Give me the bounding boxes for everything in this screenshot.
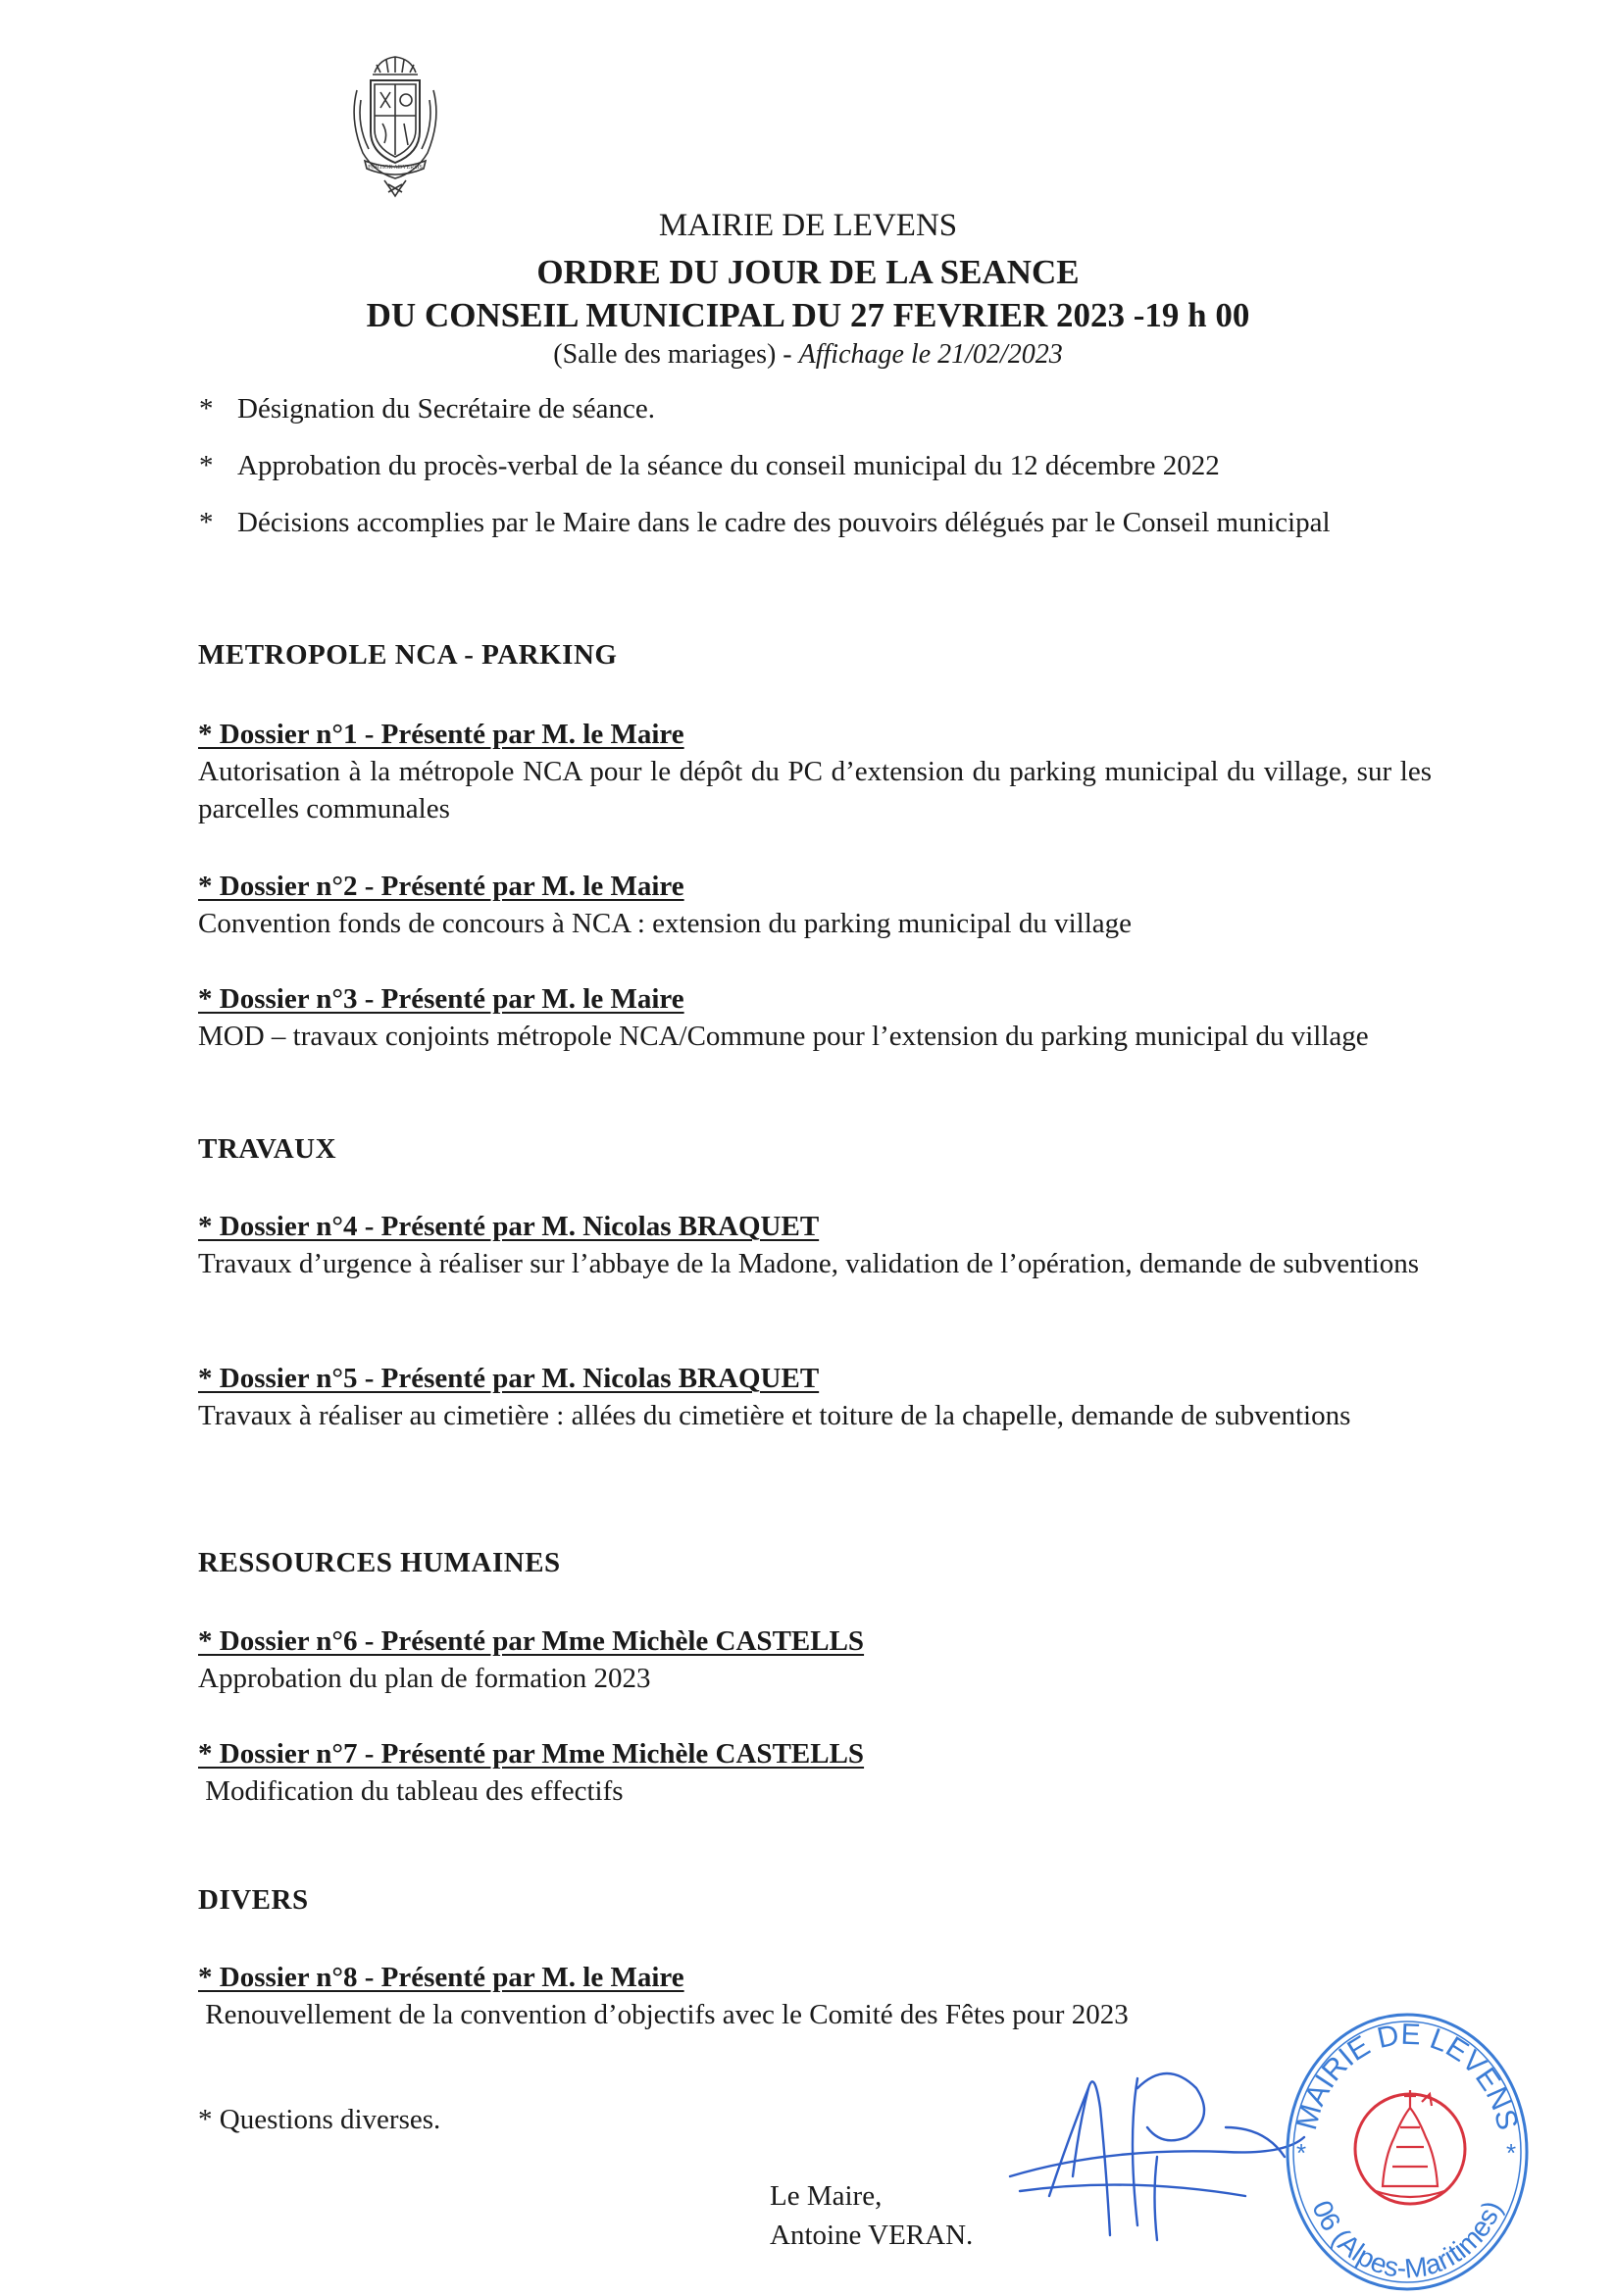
dossier-title: * Dossier n°3 - Présenté par M. le Maire <box>198 983 684 1015</box>
official-stamp-icon <box>1275 1980 1540 2294</box>
dossier-title: * Dossier n°2 - Présenté par M. le Maire <box>198 871 684 902</box>
dossier-desc: Renouvellement de la convention d’objectifs avec le Comité des Fêtes pour 2023 <box>198 1999 1129 2030</box>
dossier-desc: Convention fonds de concours à NCA : extension du parking municipal du village <box>198 908 1133 939</box>
signoff-name: Antoine VERAN. <box>770 2220 974 2251</box>
stamp-star-left: * <box>1296 2138 1307 2168</box>
dossier-4 <box>198 1208 1432 1282</box>
conseil-title: DU CONSEIL MUNICIPAL DU 27 FEVRIER 2023 -19 h 00 <box>366 296 1250 334</box>
stamp-bottom-text: 06 (Alpes-Maritimes) <box>1306 2196 1508 2284</box>
dossier-3 <box>198 980 1432 1055</box>
ordre-title: ORDRE DU JOUR DE LA SEANCE <box>536 253 1080 291</box>
dossier-6 <box>198 1622 1432 1697</box>
mairie-title: MAIRIE DE LEVENS <box>658 208 958 243</box>
dossier-5 <box>198 1360 1432 1434</box>
signature-icon <box>990 2029 1314 2255</box>
bullet-star: * <box>199 507 214 538</box>
dossier-desc: Travaux d’urgence à réaliser sur l’abbaye de la Madone, validation de l’opération, demande de subventions <box>198 1248 1419 1279</box>
dossier-desc: Autorisation à la métropole NCA pour le dépôt du PC d’extension du parking municipal du village, sur les parcelles communales <box>198 756 1432 824</box>
dossier-desc: Modification du tableau des effectifs <box>198 1775 624 1807</box>
questions-diverses: * Questions diverses. <box>198 2104 441 2135</box>
dossier-2 <box>198 868 1432 942</box>
dossier-8 <box>198 1959 1432 2033</box>
svg-text:MAIRIE DE LEVENS <box>1290 2019 1524 2133</box>
section-divers: DIVERS <box>198 1884 309 1916</box>
svg-text:FORTIOR ADVERSIS: FORTIOR ADVERSIS <box>368 165 423 171</box>
section-metropole: METROPOLE NCA - PARKING <box>198 639 618 671</box>
dossier-7 <box>198 1735 1432 1810</box>
bullet-text: Désignation du Secrétaire de séance. <box>237 393 655 424</box>
salle-line <box>0 339 1616 371</box>
signoff <box>770 2176 973 2255</box>
dossier-title: * Dossier n°8 - Présenté par M. le Maire <box>198 1962 684 1993</box>
coat-of-arms-icon <box>345 51 445 200</box>
dossier-desc: Approbation du plan de formation 2023 <box>198 1663 651 1694</box>
bullet-item <box>199 447 1435 485</box>
bullet-star: * <box>199 393 214 424</box>
dossier-title: * Dossier n°5 - Présenté par M. Nicolas BRAQUET <box>198 1363 820 1394</box>
bullet-star: * <box>199 450 214 481</box>
dossier-1 <box>198 716 1432 827</box>
signoff-role: Le Maire, <box>770 2180 883 2212</box>
section-travaux: TRAVAUX <box>198 1133 337 1165</box>
section-rh: RESSOURCES HUMAINES <box>198 1547 561 1578</box>
bullet-item <box>199 504 1435 542</box>
salle-text: (Salle des mariages) - <box>553 339 799 370</box>
dossier-title: * Dossier n°1 - Présenté par M. le Maire <box>198 719 684 750</box>
stamp-star-right: * <box>1506 2138 1517 2168</box>
bullet-text: Décisions accomplies par le Maire dans le cadre des pouvoirs délégués par le Conseil municipal <box>237 507 1331 538</box>
dossier-desc: Travaux à réaliser au cimetière : allées du cimetière et toiture de la chapelle, demande de subventions <box>198 1400 1351 1431</box>
opening-bullets <box>199 390 1435 561</box>
svg-text:06 (Alpes-Maritimes) <box>1306 2196 1507 2284</box>
bullet-item <box>199 390 1435 428</box>
stamp-top-text: MAIRIE DE LEVENS <box>1290 2018 1524 2133</box>
dossier-title: * Dossier n°6 - Présenté par Mme Michèle CASTELLS <box>198 1625 865 1657</box>
dossier-title: * Dossier n°4 - Présenté par M. Nicolas BRAQUET <box>198 1211 820 1242</box>
bullet-text: Approbation du procès-verbal de la séance du conseil municipal du 12 décembre 2022 <box>237 450 1220 481</box>
dossier-title: * Dossier n°7 - Présenté par Mme Michèle CASTELLS <box>198 1738 865 1770</box>
affichage-date: Affichage le 21/02/2023 <box>798 339 1063 370</box>
dossier-desc: MOD – travaux conjoints métropole NCA/Commune pour l’extension du parking municipal du village <box>198 1021 1369 1052</box>
